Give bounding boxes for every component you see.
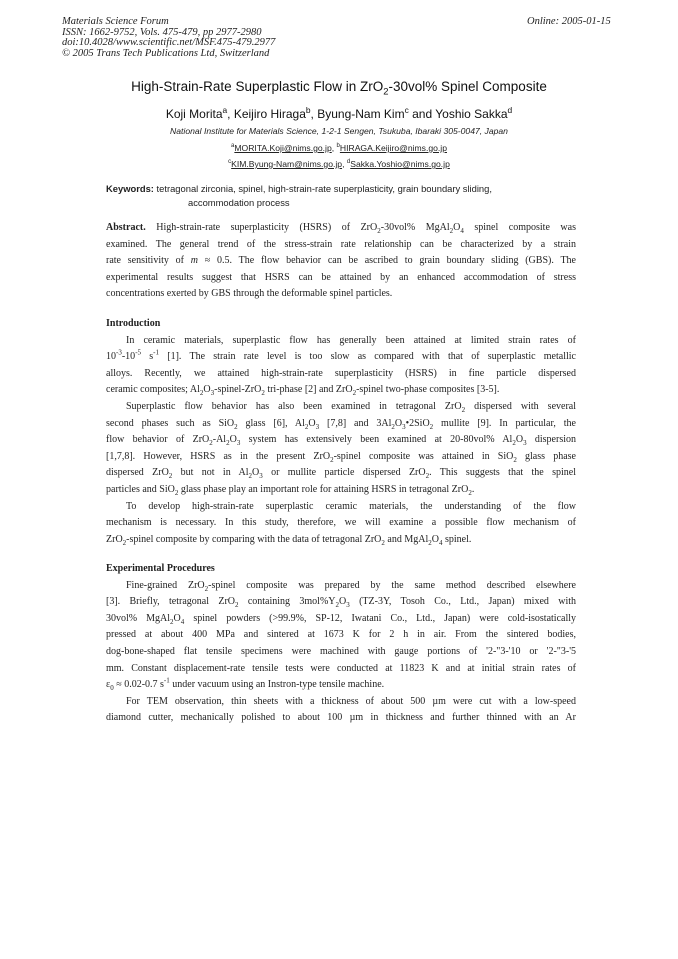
abstract-line: Abstract. High-strain-rate superplasticity (HSRS) of ZrO$_2$-30vol% $MgAl_2O_4$ spinel composite was bbox=[106, 222, 576, 235]
abstract-section bbox=[106, 220, 576, 303]
keywords-line-1: tetragonal zirconia, spinel, high-strain-rate superplasticity, grain boundary sliding, bbox=[156, 183, 492, 194]
procedures-line: Fine-grained ZrO$_2$-spinel composite was prepared by the same method described elsewhere bbox=[126, 579, 576, 593]
abstract-line: experimental results suggest that HSRS can be attained by an enhanced accommodation of stress bbox=[106, 271, 576, 283]
procedures-line: diamond cutter, mechanically polished to about 100 µm in thickness and further thinned with an Ar bbox=[106, 712, 576, 724]
introduction-line: alloys. Recently, we attained high-strain-rate superplasticity (HSRS) in fine particle dispersed bbox=[106, 367, 576, 379]
keywords-label: Keywords: bbox=[106, 183, 154, 194]
issn-line: ISSN: 1662-9752, Vols. 475-479, pp 2977-2980 bbox=[62, 26, 262, 38]
introduction-line: second phases such as SiO$_2$ glass [6], $Al_2O_3$ [7,8] and $3Al_2O_3•2SiO_2$ mullite [9]. In particular, the bbox=[106, 417, 576, 431]
introduction-line: ceramic composites; $Al_2O_3-spinel-ZrO_2$ tri-phase [2] and ZrO$_2$-spinel two-phase composites [3-5]. bbox=[106, 384, 500, 398]
introduction-heading: Introduction bbox=[106, 318, 161, 329]
keywords-block bbox=[106, 182, 576, 209]
introduction-line: flow behavior of $ZrO_2-Al_2O_3$ system has extensively been examined at 20-80vol% $Al_2O_3$ dispersion bbox=[106, 434, 576, 448]
introduction-line: particles and SiO$_2$ glass phase play an important role for attaining HSRS in tetragonal ZrO$_2$. bbox=[106, 483, 475, 497]
abstract-line: rate sensitivity of m ≈ 0.5. The flow behavior can be ascribed to grain boundary sliding (GBS). The bbox=[106, 255, 576, 267]
doi-line[interactable]: doi:10.4028/www.scientific.net/MSF.475-479.2977 bbox=[62, 37, 276, 48]
introduction-line: ZrO$_2$-spinel composite by comparing with the data of tetragonal ZrO$_2$ and $MgAl_2O_4$ spinel. bbox=[106, 533, 472, 547]
procedures-heading: Experimental Procedures bbox=[106, 563, 215, 574]
email-b-link[interactable]: HIRAGA.Keijiro@nims.go.jp bbox=[339, 143, 447, 153]
email-line-1: $^a$MORITA.Koji@nims.go.jp, $^b$HIRAGA.Keijiro@nims.go.jp bbox=[231, 143, 447, 153]
introduction-line: Superplastic flow behavior has also been examined in tetragonal ZrO$_2$ dispersed with several bbox=[126, 400, 576, 414]
email-d-link[interactable]: Sakka.Yoshio@nims.go.jp bbox=[350, 159, 450, 169]
procedures-line: For TEM observation, thin sheets with a thickness of about 500 µm were cut with a low-speed bbox=[126, 695, 576, 707]
procedures-section bbox=[106, 561, 576, 727]
author-list: Koji Morita$^a$, Keijiro Hiraga$^b$, Byung-Nam Kim$^c$ and Yoshio Sakka$^d$ bbox=[165, 105, 513, 121]
online-date: Online: 2005-01-15 bbox=[527, 16, 611, 27]
email-c-link[interactable]: KIM.Byung-Nam@nims.go.jp bbox=[231, 159, 343, 169]
introduction-line: dispersed ZrO$_2$ but not in $Al_2O_3$ or mullite particle dispersed ZrO$_2$. This suggests that the spinel bbox=[106, 467, 576, 481]
procedures-line: mm. Constant displacement-rate tensile tests were conducted at 11823 K and at initial strain rates of bbox=[106, 662, 576, 674]
procedures-line: pressed at about 400 MPa and sintered at 1673 K for 2 h in air. From the sintered bodies, bbox=[106, 629, 576, 641]
introduction-line: mechanism is necessary. In this study, therefore, we will examine a possible flow mechanism of bbox=[106, 517, 576, 529]
abstract-line: examined. The general trend of the stress-strain rate relationship can be characterized by a strain bbox=[106, 238, 576, 250]
introduction-line: In ceramic materials, superplastic flow has generally been attained at limited strain rates of bbox=[126, 334, 576, 346]
paper-title: High-Strain-Rate Superplastic Flow in ZrO$_2$-30vol% Spinel Composite bbox=[131, 79, 547, 98]
procedures-line: 30vol% $MgAl_2O_4$ spinel powders (>99.9%, SP-12, Iwatani Co., Ltd., Japan) were cold-isostatically bbox=[106, 612, 577, 626]
procedures-line: dog-bone-shaped flat tensile specimens were machined with gauge portions of '2-"3-'10 or '2-"3-'5 bbox=[106, 645, 576, 657]
introduction-line: To develop high-strain-rate superplastic ceramic materials, the understanding of the flow bbox=[126, 500, 576, 512]
copyright-line: © 2005 Trans Tech Publications Ltd, Switzerland bbox=[62, 47, 270, 59]
procedures-line: $\varepsilon_0 \approx 0.02-0.7$ $s^{-1}$ under vacuum using an Instron-type tensile machine. bbox=[106, 676, 385, 693]
affiliation: National Institute for Materials Science, 1-2-1 Sengen, Tsukuba, Ibaraki 305-0047, Japan bbox=[170, 126, 508, 136]
introduction-section bbox=[106, 316, 576, 548]
journal-header bbox=[62, 17, 275, 59]
keywords-line-2: accommodation process bbox=[188, 196, 290, 208]
abstract-line: concentrations exerted by GBS through the deformable spinel particles. bbox=[106, 288, 393, 300]
email-a-link[interactable]: MORITA.Koji@nims.go.jp bbox=[234, 143, 332, 153]
procedures-line: [3]. Briefly, tetragonal ZrO$_2$ containing $3mol\%Y_2O_3$ (TZ-3Y, Tosoh Co., Ltd., Japan) mixed with bbox=[106, 596, 576, 610]
journal-name: Materials Science Forum bbox=[62, 16, 169, 27]
introduction-line: $10^{-3}-10^{-5}$ $s^{-1}$ [1]. The strain rate level is too slow as compared with that of superplastic metallic bbox=[106, 348, 576, 363]
email-line-2: $^c$KIM.Byung-Nam@nims.go.jp, $^d$Sakka.Yoshio@nims.go.jp bbox=[228, 159, 450, 169]
introduction-line: [1,7,8]. However, HSRS as in the present ZrO$_2$-spinel composite was attained in SiO$_2$ glass phase bbox=[106, 450, 576, 464]
